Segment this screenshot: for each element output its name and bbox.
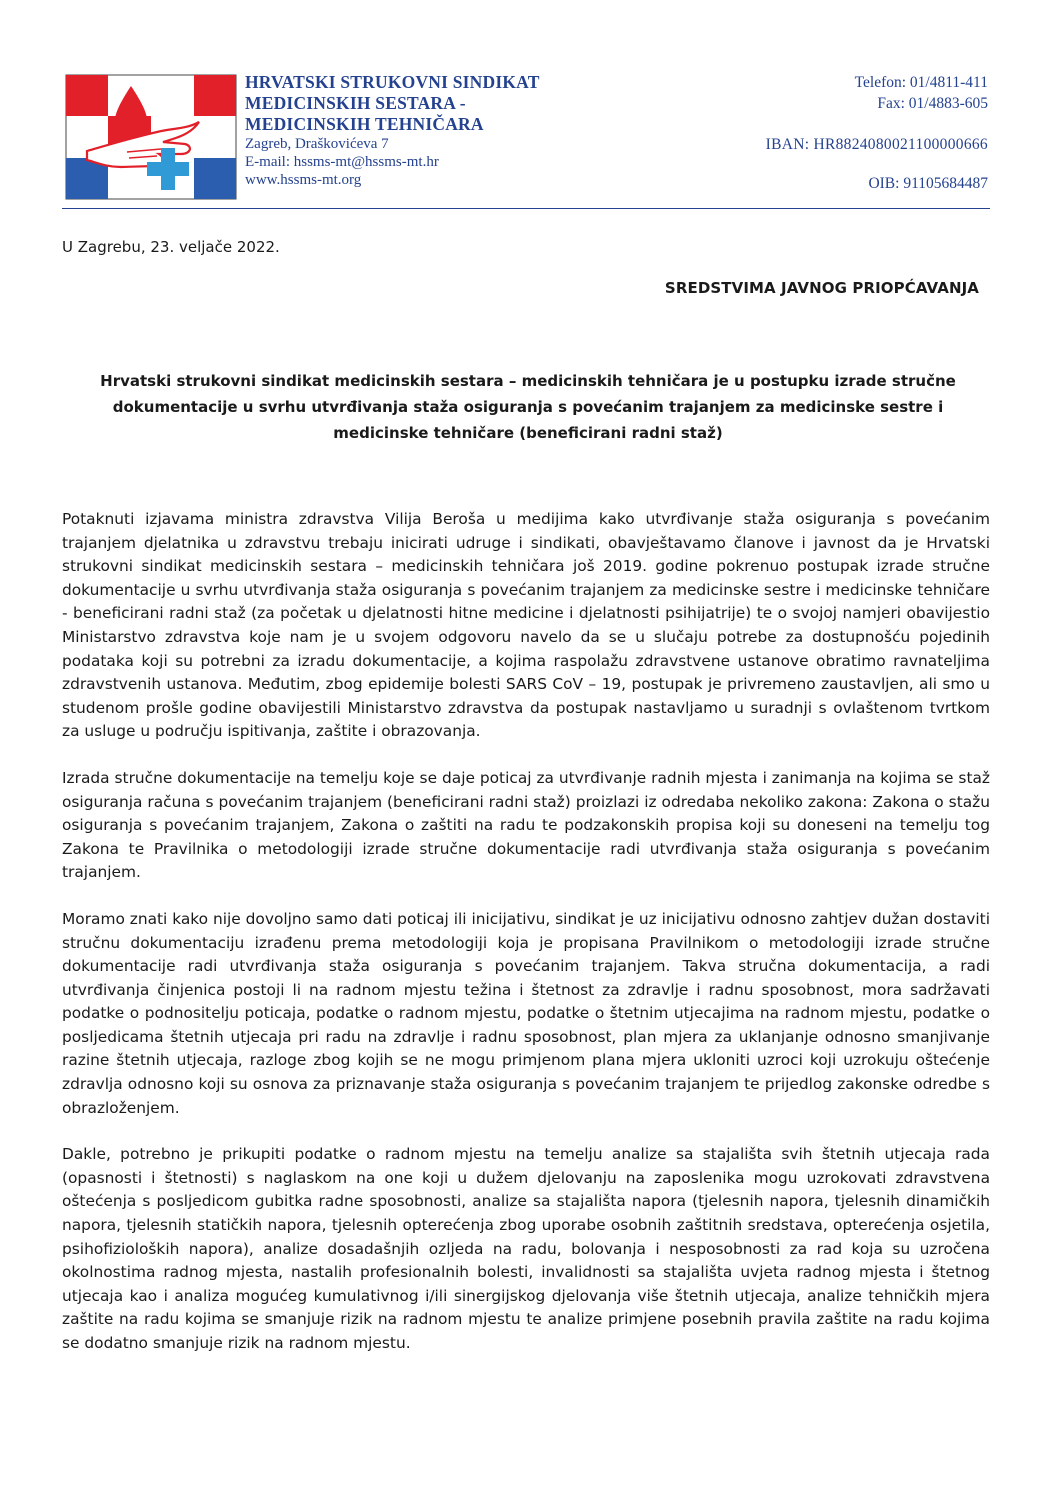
fax: Fax: 01/4883-605 — [877, 95, 988, 112]
body-paragraph-1: Potaknuti izjavama ministra zdravstva Vilija Beroša u medijima kako utvrđivanje staža osiguranja s povećanim trajanjem djelatnika u zdravstvu trebaju inicirati udruge i sindikati, obavještavamo članove i javnost da je Hrvatski strukovni sindikat medicinskih sestara – medicinskih tehničara još 2019. godine pokrenuo postupak izrade stručne dokumentacije u svrhu utvrđivanja staža osiguranja s povećanim trajanjem za medicinske sestre i medicinske tehničare - beneficirani radni staž (za početak u djelatnosti hitne medicine i djelatnosti psihijatrije) te o svojoj namjeri obavijestio Ministarstvo zdravstva koje nam je u svojem odgovoru navelo da se u slučaju potrebe za dostupnošću pojedinih podataka koji su potrebni za izradu dokumentacije, a kojima raspolažu zdravstvene ustanove obratimo ravnateljima zdravstvenih ustanova. Međutim, zbog epidemije bolesti SARS CoV – 19, postupak je privremeno zaustavljen, ali smo u studenom prošle godine obavijestili Ministarstvo zdravstva da postupak nastavljamo u suradnji s ovlaštenom tvrtkom za usluge u području ispitivanja, zaštite i obrazovanja. — [62, 510, 990, 741]
press-release-headline: Hrvatski strukovni sindikat medicinskih sestara – medicinskih tehničara je u postupku izrade stručne dokumentacije u svrhu utvrđivanja staža osiguranja s povećanim trajanjem za medicinske sestre i medicinske tehničare (beneficirani radni staž) — [100, 372, 956, 442]
body-paragraph-2: Izrada stručne dokumentacije na temelju koje se daje poticaj za utvrđivanje radnih mjesta i zanimanja na kojima se staž osiguranja računa s povećanim trajanjem (beneficirani radni staž) proizlazi iz odredaba nekoliko zakona: Zakona o stažu osiguranja s povećanim trajanjem, Zakona o zaštiti na radu te podzakonskih propisa koji su doneseni na temelju tog Zakona te Pravilnika o metodologiji izrade stručne dokumentacije radi utvrđivanja staža osiguranja s povećanim trajanjem. — [62, 768, 990, 882]
org-name-line-1: HRVATSKI STRUKOVNI SINDIKAT — [245, 72, 540, 92]
org-address: Zagreb, Draškovićeva 7 — [245, 136, 389, 152]
org-name-line-2: MEDICINSKIH SESTARA - — [245, 93, 466, 113]
oib: OIB: 91105684487 — [868, 175, 988, 192]
iban: IBAN: HR8824080021100000666 — [765, 136, 988, 153]
contact-block — [766, 72, 988, 194]
letterhead-divider — [62, 208, 990, 209]
union-logo-icon — [65, 74, 237, 200]
body-paragraph-4: Dakle, potrebno je prikupiti podatke o radnom mjestu na temelju analize sa stajališta svih štetnih utjecaja rada (opasnosti i štetnosti) s naglaskom na one koji u dužem djelovanju na zaposlenika mogu uzrokovati zdravstvena oštećenja s posljedicom gubitka radne sposobnosti, analize sa stajališta napora (tjelesnih napora, tjelesnih dinamičkih napora, tjelesnih statičkih napora, tjelesnih opterećenja zbog uporabe osobnih zaštitnih sredstava, opterećenja osjetila, psihofizioloških napora), analize dosadašnjih ozljeda na radu, bolovanja i nesposobnosti za rad koja su uzročena okolnostima radnog mjesta, nastalih profesionalnih bolesti, invalidnosti sa stajališta uvjeta radnog mjesta i štetnog utjecaja kao i analiza mogućeg kumulativnog i/ili sinergijskog djelovanja više štetnih utjecaja, analize tehničkih mjera zaštite na radu kojima se smanjuje rizik na radnom mjestu te analize primjene posebnih pravila zaštite na radu kojima se dodatno smanjuje rizik na radnom mjestu. — [62, 1145, 990, 1352]
organization-block — [245, 72, 540, 189]
body-paragraph-3: Moramo znati kako nije dovoljno samo dati poticaj ili inicijativu, sindikat je uz inicijativu odnosno zahtjev dužan dostaviti stručnu dokumentaciju izrađenu prema metodologiji koja je propisana Pravilnikom o metodologiji izrade stručne dokumentacije radi utvrđivanja staža osiguranja s povećanim trajanjem. Takva stručna dokumentacija, a radi utvrđivanja činjenica postoji li na radnom mjestu težina i štetnost za zdravlje i radnu sposobnost, mora sadržavati podatke o podnositelju poticaja, podatke o radnom mjestu, podatke o štetnim utjecajima na radnom mjestu, podatke o posljedicama štetnih utjecaja pri radu na zdravlje i radnu sposobnost, plan mjera za uklanjanje odnosno smanjivanje razine štetnih utjecaja, razloge zbog kojih se ne mogu primjenom plana mjera ukloniti uzroci koji uzrokuju oštećenje zdravlja odnosno koji su osnova za priznavanje staža osiguranja s povećanim trajanjem te prijedlog zakonske odredbe s obrazloženjem. — [62, 909, 990, 1117]
telephone: Telefon: 01/4811-411 — [854, 74, 988, 91]
org-name-line-3: MEDICINSKIH TEHNIČARA — [245, 114, 484, 134]
org-website: www.hssms-mt.org — [245, 172, 362, 188]
org-email: E-mail: hssms-mt@hssms-mt.hr — [245, 154, 439, 170]
letter-body — [62, 508, 990, 1379]
letterhead — [62, 68, 990, 210]
letter-date: U Zagrebu, 23. veljače 2022. — [62, 238, 280, 256]
recipient: SREDSTVIMA JAVNOG PRIOPĆAVANJA — [664, 279, 979, 297]
